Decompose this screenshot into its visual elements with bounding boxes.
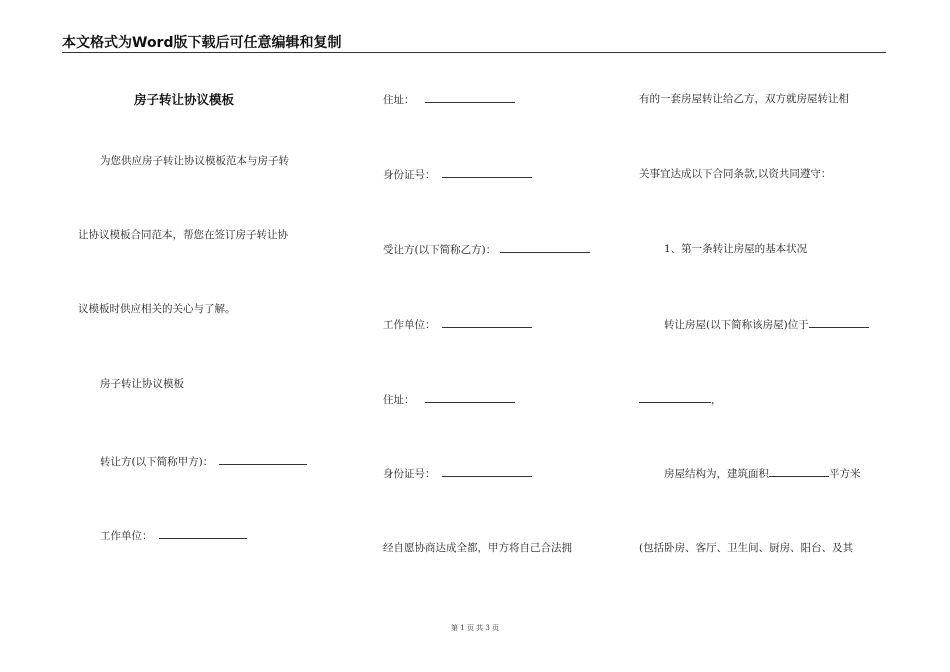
transferee-label: 受让方(以下简称乙方)： — [383, 244, 497, 256]
transferor-label: 转让方(以下简称甲方)： — [100, 456, 214, 468]
body-line-1: 有的一套房屋转让给乙方，双方就房屋转让相 — [639, 93, 849, 105]
workplace-label: 工作单位： — [383, 319, 436, 331]
transferee-blank — [500, 242, 590, 253]
rooms-line: (包括卧房、客厅、卫生间、厨房、阳台、及其 — [639, 542, 854, 554]
location-blank — [809, 317, 869, 328]
document-title: 房子转让协议模板 — [134, 92, 235, 107]
location-blank-2 — [639, 392, 711, 403]
structure-label: 房屋结构为，建筑面积 — [664, 468, 769, 480]
transferor-blank — [219, 454, 307, 465]
consult-line: 经自愿协商达成全都，甲方将自己合法拥 — [383, 542, 572, 554]
location-comma: ， — [711, 394, 722, 406]
structure-field — [664, 466, 861, 481]
transferee-address-field — [383, 392, 515, 407]
subtitle: 房子转让协议模板 — [100, 378, 184, 390]
transferee-field — [383, 242, 590, 257]
page-header — [62, 34, 886, 53]
transferee-workplace-field — [383, 317, 532, 332]
workplace-label: 工作单位： — [100, 530, 153, 542]
intro-line-1: 为您供应房子转让协议模板范本与房子转 — [100, 155, 289, 167]
address-blank — [425, 92, 515, 103]
intro-line-3: 议模板时供应相关的关心与了解。 — [78, 303, 236, 315]
header-title: 本文格式为Word版下载后可任意编辑和复制 — [62, 35, 342, 51]
id-blank — [442, 466, 532, 477]
clause-1-heading: 1、第一条转让房屋的基本状况 — [664, 243, 808, 255]
address-blank — [425, 392, 515, 403]
id-blank — [442, 167, 532, 178]
area-blank — [769, 466, 829, 477]
transferor-workplace-field — [100, 528, 247, 543]
intro-line-2: 让协议模板合同范本，帮您在签订房子转让协 — [78, 229, 288, 241]
workplace-blank — [442, 317, 532, 328]
id-label: 身份证号： — [383, 169, 436, 181]
transferee-id-field — [383, 466, 532, 481]
id-label: 身份证号： — [383, 468, 436, 480]
transferor-id-field — [383, 167, 532, 182]
address-label: 住址： — [383, 94, 415, 106]
location-field — [664, 317, 869, 332]
body-line-2: 关事宜达成以下合同条款,以资共同遵守： — [639, 168, 832, 180]
transferor-field — [100, 454, 307, 469]
workplace-blank — [159, 528, 247, 539]
transferor-address-field — [383, 92, 515, 107]
location-continuation — [639, 392, 722, 407]
page-number: 第 1 页 共 3 页 — [450, 624, 500, 632]
location-label: 转让房屋(以下简称该房屋)位于 — [664, 319, 809, 331]
address-label: 住址： — [383, 394, 415, 406]
area-unit: 平方米 — [829, 468, 861, 480]
